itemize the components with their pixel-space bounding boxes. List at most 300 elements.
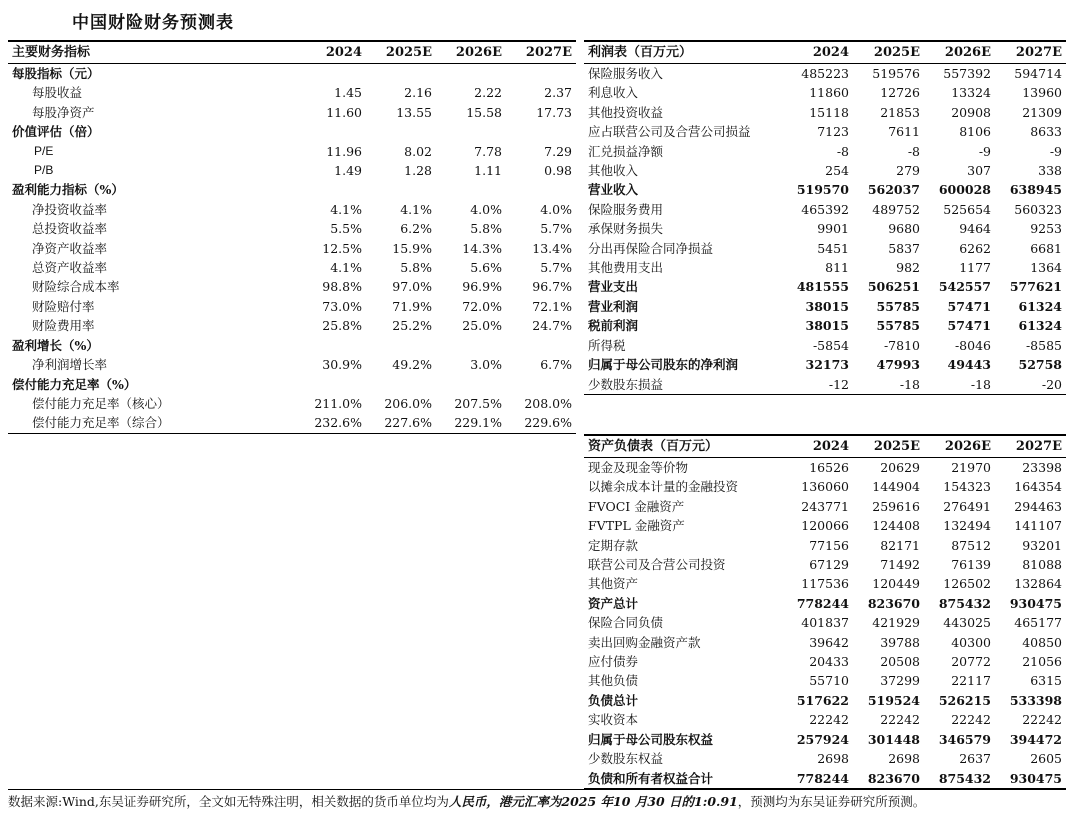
table-row bbox=[584, 297, 1066, 316]
table-row bbox=[8, 122, 576, 141]
year-header-cell: 2024 bbox=[296, 41, 366, 64]
value-cell: 257924 bbox=[796, 731, 849, 747]
row-label: 价值评估（倍） bbox=[12, 124, 100, 140]
value-cell: 39642 bbox=[809, 634, 849, 650]
row-label: 卖出回购金融资产款 bbox=[588, 634, 701, 650]
value-cell: 15.9% bbox=[392, 240, 432, 256]
value-cell: 243771 bbox=[801, 498, 849, 514]
row-label: 每股收益 bbox=[32, 85, 83, 101]
value-cell: 443025 bbox=[943, 615, 991, 631]
value-cell bbox=[296, 122, 366, 141]
row-label: 负债总计 bbox=[588, 692, 639, 708]
value-cell: 124408 bbox=[872, 518, 920, 534]
row-label: 净利润增长率 bbox=[32, 357, 108, 373]
value-cell: 823670 bbox=[853, 769, 924, 789]
value-cell: 14.3% bbox=[462, 240, 502, 256]
value-cell bbox=[506, 375, 576, 394]
value-cell: 5.7% bbox=[540, 221, 572, 237]
value-cell: 562037 bbox=[867, 182, 920, 198]
value-cell: 96.9% bbox=[462, 279, 502, 295]
table-row bbox=[584, 652, 1066, 671]
value-cell: 40850 bbox=[1022, 634, 1062, 650]
source-note-prefix: 数据来源:Wind,东吴证券研究所，全文如无特殊注明，相关数据的货币单位均为 bbox=[8, 794, 449, 809]
value-cell: 15118 bbox=[809, 104, 849, 120]
value-cell bbox=[296, 375, 366, 394]
value-cell: 11860 bbox=[809, 85, 849, 101]
value-cell: 206.0% bbox=[384, 395, 432, 411]
year-header-cell: 2027E bbox=[995, 435, 1066, 458]
value-cell: -9 bbox=[978, 143, 991, 159]
value-cell: 2605 bbox=[1030, 751, 1062, 767]
value-cell: 32173 bbox=[805, 357, 849, 373]
value-cell: 2698 bbox=[888, 751, 920, 767]
table-row bbox=[584, 161, 1066, 180]
value-cell: 577621 bbox=[1009, 279, 1062, 295]
table-row bbox=[8, 394, 576, 413]
value-cell: 55785 bbox=[876, 298, 920, 314]
value-cell: 560323 bbox=[1014, 201, 1062, 217]
value-cell: 96.7% bbox=[532, 279, 572, 295]
value-cell: 57471 bbox=[947, 298, 991, 314]
year-header-cell: 2025E bbox=[853, 435, 924, 458]
value-cell: -8585 bbox=[1025, 337, 1062, 353]
value-cell: 6262 bbox=[959, 240, 991, 256]
value-cell: 557392 bbox=[943, 66, 991, 81]
value-cell: 49.2% bbox=[392, 357, 432, 373]
value-cell: 87512 bbox=[951, 537, 991, 553]
value-cell: 526215 bbox=[938, 692, 991, 708]
row-label: 其他收入 bbox=[588, 163, 639, 179]
table-row bbox=[8, 413, 576, 433]
value-cell: 22242 bbox=[951, 712, 991, 728]
value-cell: 4.1% bbox=[330, 201, 362, 217]
value-cell: 13.4% bbox=[532, 240, 572, 256]
year-header-cell: 2025E bbox=[366, 41, 436, 64]
value-cell bbox=[436, 122, 506, 141]
row-label: 其他负债 bbox=[588, 673, 639, 689]
row-label: 总投资收益率 bbox=[32, 221, 108, 237]
value-cell: 394472 bbox=[1009, 731, 1062, 747]
value-cell: 600028 bbox=[938, 182, 991, 198]
table-row bbox=[584, 477, 1066, 496]
value-cell: 4.0% bbox=[540, 201, 572, 217]
value-cell: 6315 bbox=[1030, 673, 1062, 689]
row-label: 盈利增长（%） bbox=[12, 337, 99, 353]
value-cell: 778244 bbox=[796, 595, 849, 611]
table-row bbox=[584, 83, 1066, 102]
value-cell: 73.0% bbox=[322, 298, 362, 314]
row-label: 联营公司及合营公司投资 bbox=[588, 557, 726, 573]
value-cell: 2637 bbox=[959, 751, 991, 767]
value-cell: 7123 bbox=[817, 124, 849, 140]
value-cell: 8106 bbox=[959, 124, 991, 140]
value-cell: 22242 bbox=[880, 712, 920, 728]
value-cell bbox=[366, 122, 436, 141]
row-label: 净资产收益率 bbox=[32, 240, 108, 256]
row-label: 资产总计 bbox=[588, 595, 639, 611]
row-label: 归属于母公司股东权益 bbox=[588, 731, 714, 747]
row-label: 应付债券 bbox=[588, 654, 639, 670]
value-cell: 97.0% bbox=[392, 279, 432, 295]
table-row bbox=[8, 83, 576, 102]
value-cell: 25.2% bbox=[392, 318, 432, 334]
table-row bbox=[8, 258, 576, 277]
value-cell: 6.7% bbox=[540, 357, 572, 373]
value-cell: 98.8% bbox=[322, 279, 362, 295]
value-cell: 207.5% bbox=[454, 395, 502, 411]
value-cell: 1177 bbox=[959, 260, 991, 276]
value-cell: 0.98 bbox=[544, 163, 572, 179]
value-cell: 294463 bbox=[1014, 498, 1062, 514]
value-cell: -20 bbox=[995, 375, 1066, 395]
table-row bbox=[8, 103, 576, 122]
value-cell: 823670 bbox=[867, 595, 920, 611]
value-cell: 9901 bbox=[817, 221, 849, 237]
value-cell: 22242 bbox=[1022, 712, 1062, 728]
value-cell: 21056 bbox=[1022, 654, 1062, 670]
table-title-cell: 资产负债表（百万元） bbox=[584, 435, 782, 458]
value-cell: 346579 bbox=[938, 731, 991, 747]
value-cell: 20433 bbox=[809, 654, 849, 670]
key-indicators-header-row bbox=[8, 41, 576, 64]
value-cell: 22117 bbox=[951, 673, 991, 689]
row-label: FVOCI 金融资产 bbox=[588, 498, 685, 514]
value-cell: 4.0% bbox=[470, 201, 502, 217]
value-cell: 57471 bbox=[947, 318, 991, 334]
page-title: 中国财险财务预测表 bbox=[72, 13, 234, 33]
table-row bbox=[584, 180, 1066, 199]
value-cell: 301448 bbox=[867, 731, 920, 747]
value-cell: 20629 bbox=[880, 460, 920, 475]
row-label: 保险服务费用 bbox=[588, 201, 664, 217]
value-cell: 875432 bbox=[924, 769, 995, 789]
table-row bbox=[584, 691, 1066, 710]
value-cell: 11.60 bbox=[326, 104, 362, 120]
value-cell: 506251 bbox=[867, 279, 920, 295]
row-label: 其他费用支出 bbox=[588, 260, 664, 276]
value-cell: -8 bbox=[907, 143, 920, 159]
source-note-emphasis: 人民币，港元汇率为2025 年10 月30 日的1:0.91 bbox=[448, 794, 738, 809]
key-financial-indicators-table bbox=[8, 40, 576, 434]
table-row bbox=[584, 316, 1066, 335]
value-cell: 82171 bbox=[880, 537, 920, 553]
value-cell: 120449 bbox=[872, 576, 920, 592]
value-cell: 1.49 bbox=[334, 163, 362, 179]
value-cell: 132864 bbox=[1014, 576, 1062, 592]
value-cell: 38015 bbox=[805, 298, 849, 314]
value-cell: 25.0% bbox=[462, 318, 502, 334]
value-cell: 638945 bbox=[1009, 182, 1062, 198]
value-cell bbox=[436, 336, 506, 355]
value-cell: -12 bbox=[782, 375, 853, 395]
row-label: 每股净资产 bbox=[32, 104, 95, 120]
row-label: 实收资本 bbox=[588, 712, 639, 728]
value-cell: 13324 bbox=[951, 85, 991, 101]
value-cell: 5.5% bbox=[330, 221, 362, 237]
table-row bbox=[584, 769, 1066, 789]
value-cell: 22242 bbox=[809, 712, 849, 728]
table-row bbox=[8, 180, 576, 199]
value-cell: 778244 bbox=[782, 769, 853, 789]
value-cell: 72.0% bbox=[462, 298, 502, 314]
year-header-cell: 2024 bbox=[782, 435, 853, 458]
table-row bbox=[584, 258, 1066, 277]
value-cell: 71.9% bbox=[392, 298, 432, 314]
row-label: 汇兑损益净额 bbox=[588, 143, 664, 159]
value-cell: 12726 bbox=[880, 85, 920, 101]
value-cell bbox=[366, 336, 436, 355]
row-label: 盈利能力指标（%） bbox=[12, 182, 124, 198]
value-cell: 47993 bbox=[876, 357, 920, 373]
row-label: 净投资收益率 bbox=[32, 201, 108, 217]
value-cell: 20908 bbox=[951, 104, 991, 120]
row-label: 分出再保险合同净损益 bbox=[588, 240, 714, 256]
value-cell: 154323 bbox=[943, 479, 991, 495]
value-cell: 49443 bbox=[947, 357, 991, 373]
value-cell: 2.22 bbox=[474, 85, 502, 101]
value-cell: 12.5% bbox=[322, 240, 362, 256]
value-cell: 37299 bbox=[880, 673, 920, 689]
value-cell: 13960 bbox=[1022, 85, 1062, 101]
value-cell bbox=[296, 64, 366, 84]
value-cell: 982 bbox=[896, 260, 920, 276]
value-cell: 13.55 bbox=[396, 104, 432, 120]
row-label: 其他投资收益 bbox=[588, 104, 664, 120]
table-row bbox=[8, 142, 576, 161]
table-row bbox=[584, 536, 1066, 555]
table-row bbox=[8, 336, 576, 355]
value-cell bbox=[366, 375, 436, 394]
value-cell: -18 bbox=[853, 375, 924, 395]
value-cell: 307 bbox=[967, 163, 991, 179]
year-header-cell: 2026E bbox=[924, 435, 995, 458]
table-row bbox=[584, 613, 1066, 632]
value-cell: 229.1% bbox=[436, 413, 506, 433]
row-label: 定期存款 bbox=[588, 537, 639, 553]
value-cell: 71492 bbox=[880, 557, 920, 573]
value-cell: 481555 bbox=[796, 279, 849, 295]
table-row bbox=[584, 710, 1066, 729]
value-cell: 21853 bbox=[880, 104, 920, 120]
value-cell: 594714 bbox=[1014, 66, 1062, 81]
value-cell: 930475 bbox=[995, 769, 1066, 789]
row-label: P/B bbox=[34, 163, 54, 178]
row-label: P/E bbox=[34, 143, 54, 158]
value-cell: 5837 bbox=[888, 240, 920, 256]
value-cell: 81088 bbox=[1022, 557, 1062, 573]
value-cell: 5.7% bbox=[540, 260, 572, 276]
value-cell: 465177 bbox=[1014, 615, 1062, 631]
value-cell: 211.0% bbox=[314, 395, 362, 411]
row-label: 少数股东损益 bbox=[584, 375, 782, 395]
value-cell: 208.0% bbox=[524, 395, 572, 411]
row-label: 每股指标（元） bbox=[12, 66, 100, 81]
table-row bbox=[584, 64, 1066, 84]
table-row bbox=[584, 277, 1066, 296]
value-cell: 2.37 bbox=[544, 85, 572, 101]
value-cell: 21309 bbox=[1022, 104, 1062, 120]
row-label: 财险赔付率 bbox=[32, 298, 95, 314]
row-label: 财险综合成本率 bbox=[32, 279, 120, 295]
source-note-suffix: ，预测均为东吴证券研究所预测。 bbox=[737, 794, 926, 809]
row-label: 归属于母公司股东的净利润 bbox=[588, 357, 739, 373]
value-cell: 525654 bbox=[943, 201, 991, 217]
source-note bbox=[8, 789, 1066, 812]
table-row bbox=[8, 316, 576, 335]
value-cell: 9253 bbox=[1030, 221, 1062, 237]
value-cell: 25.8% bbox=[322, 318, 362, 334]
value-cell: 519524 bbox=[867, 692, 920, 708]
value-cell: 39788 bbox=[880, 634, 920, 650]
value-cell: 20508 bbox=[880, 654, 920, 670]
row-label: 承保财务损失 bbox=[588, 221, 664, 237]
value-cell: 1.11 bbox=[474, 163, 502, 179]
value-cell: 52758 bbox=[1018, 357, 1062, 373]
value-cell: 2698 bbox=[817, 751, 849, 767]
year-header-cell: 2025E bbox=[853, 41, 924, 64]
value-cell bbox=[506, 64, 576, 84]
value-cell bbox=[296, 336, 366, 355]
table-title-cell: 主要财务指标 bbox=[8, 41, 296, 64]
value-cell: 120066 bbox=[801, 518, 849, 534]
value-cell: 7.29 bbox=[544, 143, 572, 159]
table-row bbox=[584, 497, 1066, 516]
value-cell bbox=[296, 180, 366, 199]
value-cell: 15.58 bbox=[466, 104, 502, 120]
value-cell bbox=[436, 375, 506, 394]
value-cell: 930475 bbox=[1009, 595, 1062, 611]
value-cell: 117536 bbox=[801, 576, 849, 592]
year-header-cell: 2024 bbox=[782, 41, 853, 64]
table-row bbox=[584, 239, 1066, 258]
table-row bbox=[584, 574, 1066, 593]
row-label: 总资产收益率 bbox=[32, 260, 108, 276]
table-row bbox=[584, 516, 1066, 535]
value-cell: 4.1% bbox=[400, 201, 432, 217]
value-cell: -5854 bbox=[812, 337, 849, 353]
table-row bbox=[8, 297, 576, 316]
table-row bbox=[8, 219, 576, 238]
year-header-cell: 2027E bbox=[995, 41, 1066, 64]
value-cell: 72.1% bbox=[532, 298, 572, 314]
value-cell: 485223 bbox=[801, 66, 849, 81]
row-label: 保险合同负债 bbox=[588, 615, 664, 631]
value-cell: -8046 bbox=[954, 337, 991, 353]
value-cell: 1364 bbox=[1030, 260, 1062, 276]
value-cell: 132494 bbox=[943, 518, 991, 534]
value-cell: 55710 bbox=[809, 673, 849, 689]
value-cell: -8 bbox=[836, 143, 849, 159]
value-cell: 9464 bbox=[959, 221, 991, 237]
table-row bbox=[584, 355, 1066, 374]
value-cell: 5451 bbox=[817, 240, 849, 256]
value-cell bbox=[506, 180, 576, 199]
value-cell: 11.96 bbox=[326, 143, 362, 159]
value-cell bbox=[366, 180, 436, 199]
table-row bbox=[584, 103, 1066, 122]
value-cell: 1.28 bbox=[404, 163, 432, 179]
value-cell: 519576 bbox=[872, 66, 920, 81]
table-row bbox=[584, 200, 1066, 219]
row-label: 营业收入 bbox=[588, 182, 639, 198]
value-cell bbox=[436, 64, 506, 84]
value-cell: 229.6% bbox=[506, 413, 576, 433]
year-header-cell: 2027E bbox=[506, 41, 576, 64]
balance-sheet-header-row bbox=[584, 435, 1066, 458]
value-cell: 61324 bbox=[1018, 298, 1062, 314]
value-cell: 6.2% bbox=[400, 221, 432, 237]
value-cell: 76139 bbox=[951, 557, 991, 573]
value-cell: 2.16 bbox=[404, 85, 432, 101]
table-row bbox=[8, 161, 576, 180]
value-cell: 136060 bbox=[801, 479, 849, 495]
row-label: 保险服务收入 bbox=[588, 66, 664, 81]
value-cell: -9 bbox=[1049, 143, 1062, 159]
value-cell: 40300 bbox=[951, 634, 991, 650]
value-cell: 7611 bbox=[888, 124, 920, 140]
value-cell: -7810 bbox=[883, 337, 920, 353]
table-row bbox=[584, 219, 1066, 238]
table-row bbox=[584, 633, 1066, 652]
value-cell: 1.45 bbox=[334, 85, 362, 101]
value-cell: 542557 bbox=[938, 279, 991, 295]
table-row bbox=[584, 142, 1066, 161]
table-row bbox=[584, 749, 1066, 768]
value-cell: 533398 bbox=[1009, 692, 1062, 708]
table-row bbox=[584, 375, 1066, 395]
value-cell: 93201 bbox=[1022, 537, 1062, 553]
row-label: 现金及现金等价物 bbox=[588, 460, 689, 475]
table-row bbox=[8, 239, 576, 258]
value-cell: 875432 bbox=[938, 595, 991, 611]
row-label: 营业支出 bbox=[588, 279, 639, 295]
row-label: 所得税 bbox=[588, 337, 626, 353]
value-cell: 67129 bbox=[809, 557, 849, 573]
value-cell: 141107 bbox=[1014, 518, 1062, 534]
value-cell: 421929 bbox=[872, 615, 920, 631]
income-statement-header-row bbox=[584, 41, 1066, 64]
value-cell: 8.02 bbox=[404, 143, 432, 159]
row-label: 少数股东权益 bbox=[588, 751, 664, 767]
table-row bbox=[584, 730, 1066, 749]
value-cell: 24.7% bbox=[532, 318, 572, 334]
value-cell: 259616 bbox=[872, 498, 920, 514]
value-cell: 61324 bbox=[1018, 318, 1062, 334]
value-cell: 23398 bbox=[1022, 460, 1062, 475]
value-cell: 811 bbox=[825, 260, 849, 276]
year-header-cell: 2026E bbox=[924, 41, 995, 64]
value-cell bbox=[506, 122, 576, 141]
row-label: 以摊余成本计量的金融投资 bbox=[588, 479, 739, 495]
row-label: 其他资产 bbox=[588, 576, 639, 592]
table-row bbox=[584, 336, 1066, 355]
value-cell: 401837 bbox=[801, 615, 849, 631]
value-cell: 6681 bbox=[1030, 240, 1062, 256]
table-row bbox=[8, 64, 576, 84]
value-cell: 5.8% bbox=[470, 221, 502, 237]
table-row bbox=[584, 555, 1066, 574]
row-label: 偿付能力充足率（核心） bbox=[32, 395, 170, 411]
table-row bbox=[8, 375, 576, 394]
value-cell: 126502 bbox=[943, 576, 991, 592]
value-cell: 338 bbox=[1038, 163, 1062, 179]
value-cell: 254 bbox=[825, 163, 849, 179]
table-row bbox=[584, 671, 1066, 690]
row-label: 营业利润 bbox=[588, 298, 639, 314]
balance-sheet-table bbox=[584, 434, 1066, 789]
row-label: 负债和所有者权益合计 bbox=[584, 769, 782, 789]
value-cell: -18 bbox=[924, 375, 995, 395]
